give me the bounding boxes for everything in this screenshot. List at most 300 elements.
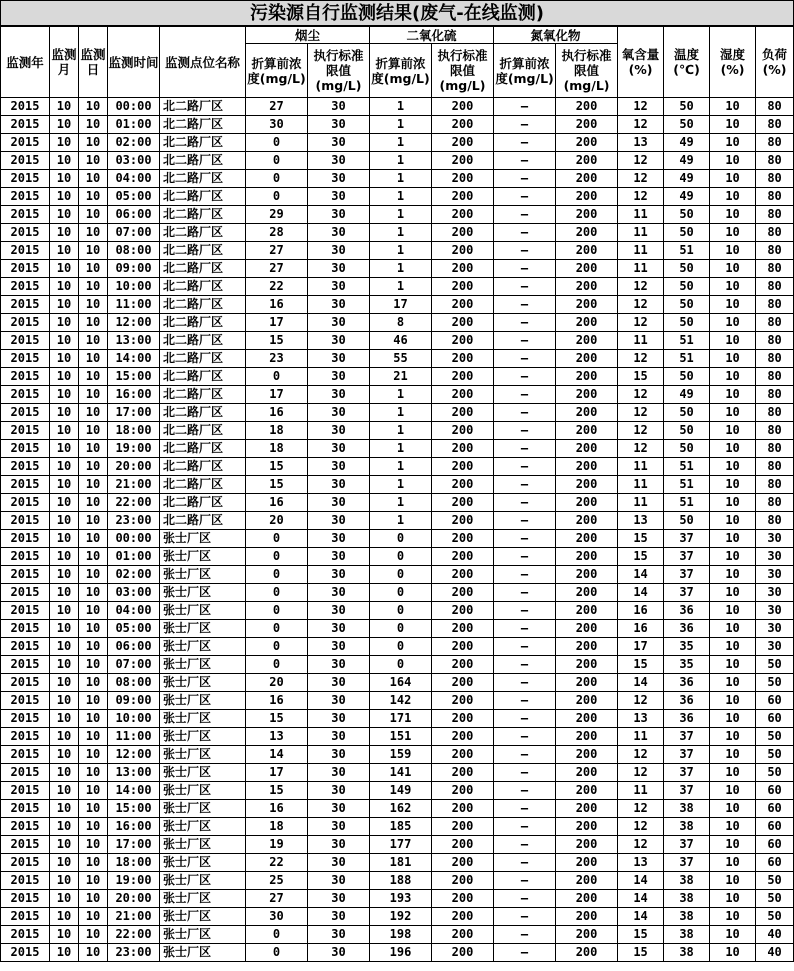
cell-so2-conc: 0 [370, 530, 432, 548]
cell-temp: 38 [664, 908, 710, 926]
cell-year: 2015 [1, 512, 50, 530]
cell-o2: 11 [618, 782, 664, 800]
cell-dust-limit: 30 [308, 692, 370, 710]
cell-nox-limit: 200 [556, 854, 618, 872]
cell-humidity: 10 [710, 638, 756, 656]
cell-site: 张士厂区 [160, 818, 246, 836]
cell-site: 北二路厂区 [160, 188, 246, 206]
cell-nox-limit: 200 [556, 458, 618, 476]
cell-humidity: 10 [710, 116, 756, 134]
header-year: 监测年 [1, 27, 50, 98]
cell-load: 50 [756, 656, 794, 674]
cell-day: 10 [79, 818, 108, 836]
cell-time: 06:00 [108, 638, 160, 656]
cell-o2: 13 [618, 710, 664, 728]
cell-so2-limit: 200 [432, 386, 494, 404]
cell-day: 10 [79, 854, 108, 872]
cell-so2-conc: 1 [370, 134, 432, 152]
cell-temp: 36 [664, 710, 710, 728]
cell-load: 80 [756, 206, 794, 224]
cell-day: 10 [79, 404, 108, 422]
cell-load: 80 [756, 368, 794, 386]
cell-month: 10 [50, 944, 79, 962]
cell-nox-limit: 200 [556, 368, 618, 386]
cell-so2-limit: 200 [432, 728, 494, 746]
cell-so2-conc: 177 [370, 836, 432, 854]
cell-o2: 13 [618, 134, 664, 152]
cell-dust-limit: 30 [308, 548, 370, 566]
cell-nox-conc: — [494, 800, 556, 818]
cell-time: 12:00 [108, 746, 160, 764]
table-row [1, 332, 794, 350]
cell-year: 2015 [1, 296, 50, 314]
cell-humidity: 10 [710, 566, 756, 584]
header-o2: 氧含量(%) [618, 27, 664, 98]
cell-so2-limit: 200 [432, 836, 494, 854]
cell-dust-conc: 0 [246, 548, 308, 566]
cell-nox-limit: 200 [556, 440, 618, 458]
cell-time: 01:00 [108, 116, 160, 134]
cell-o2: 11 [618, 332, 664, 350]
cell-year: 2015 [1, 134, 50, 152]
cell-temp: 36 [664, 620, 710, 638]
cell-nox-limit: 200 [556, 926, 618, 944]
cell-site: 北二路厂区 [160, 296, 246, 314]
header-so2-limit: 执行标准限值(mg/L) [432, 44, 494, 98]
cell-o2: 16 [618, 620, 664, 638]
cell-dust-limit: 30 [308, 350, 370, 368]
cell-so2-conc: 1 [370, 260, 432, 278]
cell-dust-limit: 30 [308, 890, 370, 908]
cell-load: 80 [756, 260, 794, 278]
cell-day: 10 [79, 512, 108, 530]
table-row [1, 692, 794, 710]
table-row [1, 98, 794, 116]
cell-so2-limit: 200 [432, 170, 494, 188]
cell-dust-conc: 17 [246, 314, 308, 332]
cell-temp: 37 [664, 566, 710, 584]
cell-temp: 50 [664, 512, 710, 530]
cell-day: 10 [79, 422, 108, 440]
cell-so2-limit: 200 [432, 98, 494, 116]
cell-day: 10 [79, 800, 108, 818]
cell-time: 11:00 [108, 296, 160, 314]
cell-dust-conc: 22 [246, 854, 308, 872]
cell-temp: 50 [664, 116, 710, 134]
cell-site: 张士厂区 [160, 692, 246, 710]
cell-humidity: 10 [710, 710, 756, 728]
cell-dust-conc: 0 [246, 620, 308, 638]
cell-so2-conc: 188 [370, 872, 432, 890]
cell-temp: 50 [664, 296, 710, 314]
cell-load: 80 [756, 134, 794, 152]
table-row [1, 188, 794, 206]
cell-nox-limit: 200 [556, 116, 618, 134]
cell-month: 10 [50, 368, 79, 386]
cell-nox-limit: 200 [556, 872, 618, 890]
cell-load: 80 [756, 152, 794, 170]
cell-site: 张士厂区 [160, 890, 246, 908]
cell-so2-limit: 200 [432, 818, 494, 836]
cell-site: 北二路厂区 [160, 170, 246, 188]
cell-month: 10 [50, 530, 79, 548]
cell-nox-conc: — [494, 350, 556, 368]
table-row [1, 800, 794, 818]
cell-month: 10 [50, 332, 79, 350]
cell-so2-conc: 1 [370, 170, 432, 188]
cell-year: 2015 [1, 692, 50, 710]
cell-temp: 49 [664, 386, 710, 404]
cell-month: 10 [50, 926, 79, 944]
cell-year: 2015 [1, 944, 50, 962]
cell-nox-conc: — [494, 746, 556, 764]
cell-time: 15:00 [108, 800, 160, 818]
cell-year: 2015 [1, 782, 50, 800]
cell-nox-limit: 200 [556, 944, 618, 962]
cell-site: 张士厂区 [160, 944, 246, 962]
cell-month: 10 [50, 818, 79, 836]
cell-so2-limit: 200 [432, 116, 494, 134]
cell-humidity: 10 [710, 224, 756, 242]
cell-o2: 12 [618, 278, 664, 296]
cell-temp: 51 [664, 476, 710, 494]
cell-nox-conc: — [494, 602, 556, 620]
cell-dust-limit: 30 [308, 440, 370, 458]
cell-day: 10 [79, 566, 108, 584]
cell-site: 张士厂区 [160, 530, 246, 548]
cell-year: 2015 [1, 746, 50, 764]
cell-nox-limit: 200 [556, 782, 618, 800]
cell-dust-conc: 16 [246, 800, 308, 818]
cell-dust-limit: 30 [308, 296, 370, 314]
cell-humidity: 10 [710, 440, 756, 458]
cell-dust-limit: 30 [308, 638, 370, 656]
cell-humidity: 10 [710, 890, 756, 908]
cell-nox-conc: — [494, 620, 556, 638]
table-row [1, 422, 794, 440]
cell-day: 10 [79, 728, 108, 746]
header-dust: 烟尘 [246, 27, 370, 44]
cell-dust-conc: 18 [246, 440, 308, 458]
cell-so2-limit: 200 [432, 926, 494, 944]
cell-time: 04:00 [108, 170, 160, 188]
cell-dust-limit: 30 [308, 728, 370, 746]
cell-year: 2015 [1, 368, 50, 386]
table-row [1, 440, 794, 458]
cell-site: 张士厂区 [160, 566, 246, 584]
cell-day: 10 [79, 98, 108, 116]
cell-humidity: 10 [710, 602, 756, 620]
cell-o2: 14 [618, 890, 664, 908]
cell-o2: 11 [618, 206, 664, 224]
cell-temp: 50 [664, 278, 710, 296]
cell-month: 10 [50, 440, 79, 458]
cell-time: 16:00 [108, 386, 160, 404]
cell-dust-conc: 16 [246, 494, 308, 512]
table-row [1, 224, 794, 242]
cell-dust-conc: 15 [246, 782, 308, 800]
cell-o2: 11 [618, 728, 664, 746]
cell-month: 10 [50, 566, 79, 584]
cell-year: 2015 [1, 242, 50, 260]
cell-year: 2015 [1, 890, 50, 908]
cell-load: 80 [756, 350, 794, 368]
cell-time: 23:00 [108, 512, 160, 530]
cell-nox-limit: 200 [556, 728, 618, 746]
cell-load: 40 [756, 926, 794, 944]
cell-temp: 35 [664, 656, 710, 674]
table-row [1, 548, 794, 566]
cell-o2: 12 [618, 350, 664, 368]
cell-day: 10 [79, 674, 108, 692]
cell-dust-limit: 30 [308, 908, 370, 926]
table-row [1, 296, 794, 314]
cell-nox-limit: 200 [556, 908, 618, 926]
cell-nox-limit: 200 [556, 332, 618, 350]
cell-load: 50 [756, 890, 794, 908]
cell-day: 10 [79, 260, 108, 278]
cell-o2: 12 [618, 818, 664, 836]
cell-time: 11:00 [108, 728, 160, 746]
cell-load: 30 [756, 548, 794, 566]
cell-dust-conc: 28 [246, 224, 308, 242]
cell-humidity: 10 [710, 98, 756, 116]
cell-dust-conc: 30 [246, 116, 308, 134]
cell-nox-conc: — [494, 476, 556, 494]
cell-time: 21:00 [108, 908, 160, 926]
cell-so2-limit: 200 [432, 692, 494, 710]
header-so2: 二氧化硫 [370, 27, 494, 44]
cell-day: 10 [79, 116, 108, 134]
cell-nox-conc: — [494, 728, 556, 746]
cell-nox-conc: — [494, 584, 556, 602]
table-row [1, 458, 794, 476]
cell-so2-limit: 200 [432, 566, 494, 584]
cell-so2-conc: 17 [370, 296, 432, 314]
cell-day: 10 [79, 476, 108, 494]
cell-time: 17:00 [108, 836, 160, 854]
cell-load: 30 [756, 638, 794, 656]
cell-site: 北二路厂区 [160, 314, 246, 332]
cell-time: 03:00 [108, 584, 160, 602]
cell-temp: 37 [664, 548, 710, 566]
cell-so2-conc: 1 [370, 476, 432, 494]
cell-dust-conc: 29 [246, 206, 308, 224]
cell-year: 2015 [1, 674, 50, 692]
cell-o2: 15 [618, 368, 664, 386]
table-row [1, 152, 794, 170]
header-nox-limit: 执行标准限值(mg/L) [556, 44, 618, 98]
cell-time: 05:00 [108, 188, 160, 206]
cell-dust-limit: 30 [308, 854, 370, 872]
cell-temp: 51 [664, 458, 710, 476]
cell-nox-conc: — [494, 134, 556, 152]
cell-site: 张士厂区 [160, 548, 246, 566]
cell-so2-limit: 200 [432, 764, 494, 782]
cell-o2: 14 [618, 908, 664, 926]
cell-year: 2015 [1, 404, 50, 422]
cell-load: 30 [756, 602, 794, 620]
cell-site: 张士厂区 [160, 764, 246, 782]
cell-dust-limit: 30 [308, 224, 370, 242]
cell-month: 10 [50, 296, 79, 314]
cell-so2-conc: 0 [370, 620, 432, 638]
table-row [1, 926, 794, 944]
cell-temp: 36 [664, 674, 710, 692]
cell-nox-limit: 200 [556, 746, 618, 764]
cell-time: 00:00 [108, 530, 160, 548]
cell-nox-conc: — [494, 296, 556, 314]
cell-so2-conc: 0 [370, 548, 432, 566]
table-row [1, 638, 794, 656]
cell-month: 10 [50, 476, 79, 494]
cell-day: 10 [79, 620, 108, 638]
cell-time: 21:00 [108, 476, 160, 494]
cell-temp: 38 [664, 944, 710, 962]
cell-so2-conc: 1 [370, 98, 432, 116]
cell-so2-conc: 1 [370, 440, 432, 458]
cell-day: 10 [79, 170, 108, 188]
cell-day: 10 [79, 278, 108, 296]
table-row [1, 854, 794, 872]
cell-site: 张士厂区 [160, 800, 246, 818]
cell-so2-conc: 1 [370, 422, 432, 440]
cell-so2-limit: 200 [432, 404, 494, 422]
cell-load: 30 [756, 620, 794, 638]
cell-load: 80 [756, 224, 794, 242]
cell-temp: 50 [664, 224, 710, 242]
cell-temp: 38 [664, 800, 710, 818]
cell-time: 09:00 [108, 692, 160, 710]
cell-site: 张士厂区 [160, 926, 246, 944]
cell-nox-limit: 200 [556, 692, 618, 710]
cell-month: 10 [50, 260, 79, 278]
cell-nox-limit: 200 [556, 206, 618, 224]
cell-so2-conc: 8 [370, 314, 432, 332]
cell-so2-conc: 0 [370, 602, 432, 620]
table-row [1, 476, 794, 494]
cell-load: 60 [756, 800, 794, 818]
cell-site: 张士厂区 [160, 908, 246, 926]
cell-dust-conc: 27 [246, 260, 308, 278]
cell-time: 06:00 [108, 206, 160, 224]
cell-so2-limit: 200 [432, 656, 494, 674]
cell-dust-conc: 0 [246, 368, 308, 386]
cell-site: 张士厂区 [160, 602, 246, 620]
cell-nox-conc: — [494, 908, 556, 926]
cell-humidity: 10 [710, 728, 756, 746]
cell-nox-limit: 200 [556, 98, 618, 116]
cell-year: 2015 [1, 170, 50, 188]
cell-year: 2015 [1, 188, 50, 206]
cell-so2-limit: 200 [432, 224, 494, 242]
cell-so2-limit: 200 [432, 872, 494, 890]
cell-o2: 12 [618, 386, 664, 404]
cell-dust-limit: 30 [308, 242, 370, 260]
table-row [1, 620, 794, 638]
cell-humidity: 10 [710, 746, 756, 764]
cell-month: 10 [50, 242, 79, 260]
cell-time: 09:00 [108, 260, 160, 278]
cell-month: 10 [50, 152, 79, 170]
cell-day: 10 [79, 764, 108, 782]
cell-o2: 17 [618, 638, 664, 656]
cell-day: 10 [79, 548, 108, 566]
cell-day: 10 [79, 692, 108, 710]
table-row [1, 764, 794, 782]
cell-temp: 37 [664, 836, 710, 854]
cell-nox-limit: 200 [556, 296, 618, 314]
cell-day: 10 [79, 872, 108, 890]
cell-time: 10:00 [108, 278, 160, 296]
cell-so2-limit: 200 [432, 494, 494, 512]
cell-humidity: 10 [710, 872, 756, 890]
cell-so2-limit: 200 [432, 422, 494, 440]
cell-nox-limit: 200 [556, 170, 618, 188]
cell-site: 张士厂区 [160, 638, 246, 656]
cell-dust-limit: 30 [308, 314, 370, 332]
header-dust-limit: 执行标准限值(mg/L) [308, 44, 370, 98]
cell-time: 17:00 [108, 404, 160, 422]
cell-so2-conc: 46 [370, 332, 432, 350]
table-row [1, 350, 794, 368]
cell-day: 10 [79, 368, 108, 386]
cell-time: 02:00 [108, 134, 160, 152]
cell-month: 10 [50, 674, 79, 692]
cell-nox-conc: — [494, 440, 556, 458]
cell-day: 10 [79, 602, 108, 620]
cell-so2-limit: 200 [432, 314, 494, 332]
cell-dust-limit: 30 [308, 422, 370, 440]
cell-so2-limit: 200 [432, 152, 494, 170]
cell-temp: 36 [664, 692, 710, 710]
cell-time: 07:00 [108, 656, 160, 674]
cell-dust-limit: 30 [308, 458, 370, 476]
cell-dust-limit: 30 [308, 206, 370, 224]
cell-site: 北二路厂区 [160, 206, 246, 224]
cell-so2-conc: 185 [370, 818, 432, 836]
cell-nox-conc: — [494, 404, 556, 422]
cell-load: 60 [756, 692, 794, 710]
cell-so2-limit: 200 [432, 350, 494, 368]
cell-temp: 38 [664, 890, 710, 908]
cell-so2-conc: 193 [370, 890, 432, 908]
cell-nox-conc: — [494, 206, 556, 224]
header-humidity: 湿度(%) [710, 27, 756, 98]
cell-dust-limit: 30 [308, 476, 370, 494]
table-row [1, 710, 794, 728]
cell-nox-limit: 200 [556, 584, 618, 602]
cell-load: 50 [756, 764, 794, 782]
cell-month: 10 [50, 170, 79, 188]
cell-humidity: 10 [710, 512, 756, 530]
cell-humidity: 10 [710, 548, 756, 566]
cell-time: 15:00 [108, 368, 160, 386]
cell-nox-conc: — [494, 314, 556, 332]
cell-load: 50 [756, 746, 794, 764]
cell-o2: 12 [618, 98, 664, 116]
cell-site: 北二路厂区 [160, 242, 246, 260]
cell-nox-limit: 200 [556, 134, 618, 152]
cell-day: 10 [79, 530, 108, 548]
cell-day: 10 [79, 188, 108, 206]
cell-time: 13:00 [108, 764, 160, 782]
cell-so2-limit: 200 [432, 242, 494, 260]
cell-humidity: 10 [710, 152, 756, 170]
cell-nox-limit: 200 [556, 710, 618, 728]
cell-humidity: 10 [710, 800, 756, 818]
cell-load: 30 [756, 584, 794, 602]
